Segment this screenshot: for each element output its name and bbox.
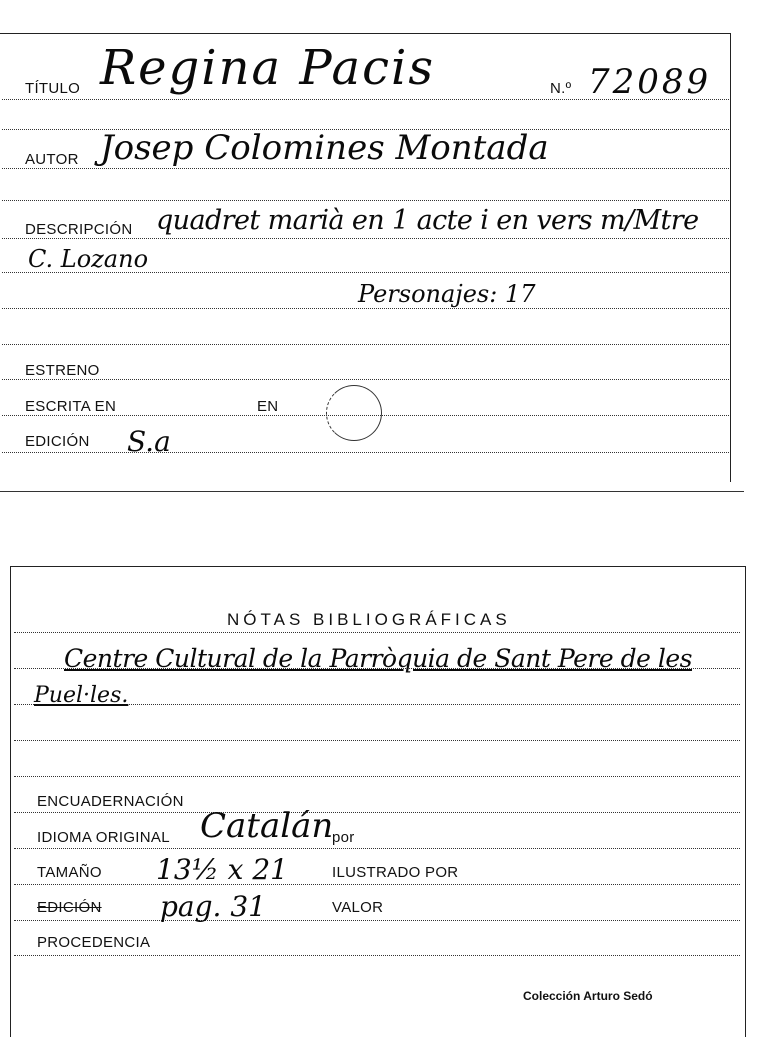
- escrita-en-label: ESCRITA EN: [25, 398, 117, 415]
- round-stamp: [326, 385, 382, 441]
- dotted-rule: [14, 920, 740, 921]
- en-label: EN: [257, 398, 279, 415]
- ilustrado-label: ILUSTRADO POR: [332, 864, 459, 881]
- valor-label: VALOR: [332, 899, 384, 916]
- dotted-rule: [2, 308, 729, 309]
- autor-value: Josep Colomines Montada: [100, 128, 549, 168]
- numero-label: N.º: [550, 80, 572, 97]
- dotted-rule: [14, 632, 740, 633]
- descripcion-label: DESCRIPCIÓN: [25, 221, 133, 238]
- titulo-label: TÍTULO: [25, 80, 81, 97]
- dotted-rule: [2, 379, 729, 380]
- card-separator: [0, 491, 744, 492]
- edicion-label: EDICIÓN: [25, 433, 90, 450]
- edicion2-label: EDICIÓN: [37, 899, 102, 916]
- dotted-rule: [14, 740, 740, 741]
- idioma-label: IDIOMA ORIGINAL: [37, 829, 170, 846]
- edicion-value: S.a: [127, 425, 171, 458]
- dotted-rule: [2, 200, 729, 201]
- descripcion-value-line2: C. Lozano: [28, 245, 149, 273]
- dotted-rule: [14, 776, 740, 777]
- tamano-label: TAMAÑO: [37, 864, 102, 881]
- descripcion-value-line1: quadret marià en 1 acte i en vers m/Mtre: [156, 205, 699, 236]
- dotted-rule: [14, 848, 740, 849]
- idioma-value: Catalán: [200, 806, 334, 846]
- dotted-rule: [2, 168, 729, 169]
- numero-value: 72089: [588, 62, 712, 102]
- dotted-rule: [2, 344, 729, 345]
- autor-label: AUTOR: [25, 151, 79, 168]
- notas-heading: NÓTAS BIBLIOGRÁFICAS: [227, 610, 511, 629]
- dotted-rule: [14, 884, 740, 885]
- estreno-label: ESTRENO: [25, 362, 100, 379]
- dotted-rule: [14, 955, 740, 956]
- titulo-value: Regina Pacis: [100, 40, 436, 96]
- personajes-note: Personajes: 17: [358, 280, 536, 308]
- encuadernacion-label: ENCUADERNACIÓN: [37, 793, 184, 810]
- procedencia-label: PROCEDENCIA: [37, 934, 151, 951]
- notes-line2: Puel·les.: [34, 683, 129, 708]
- collection-credit: Colección Arturo Sedó: [523, 989, 653, 1003]
- edicion2-value: pag. 31: [160, 890, 266, 923]
- notes-line1: Centre Cultural de la Parròquia de Sant Pere de les: [64, 644, 692, 673]
- dotted-rule: [2, 238, 729, 239]
- dotted-rule: [2, 452, 729, 453]
- por-label: por: [332, 829, 355, 846]
- dotted-rule: [14, 812, 740, 813]
- tamano-value: 13½ x 21: [156, 853, 288, 886]
